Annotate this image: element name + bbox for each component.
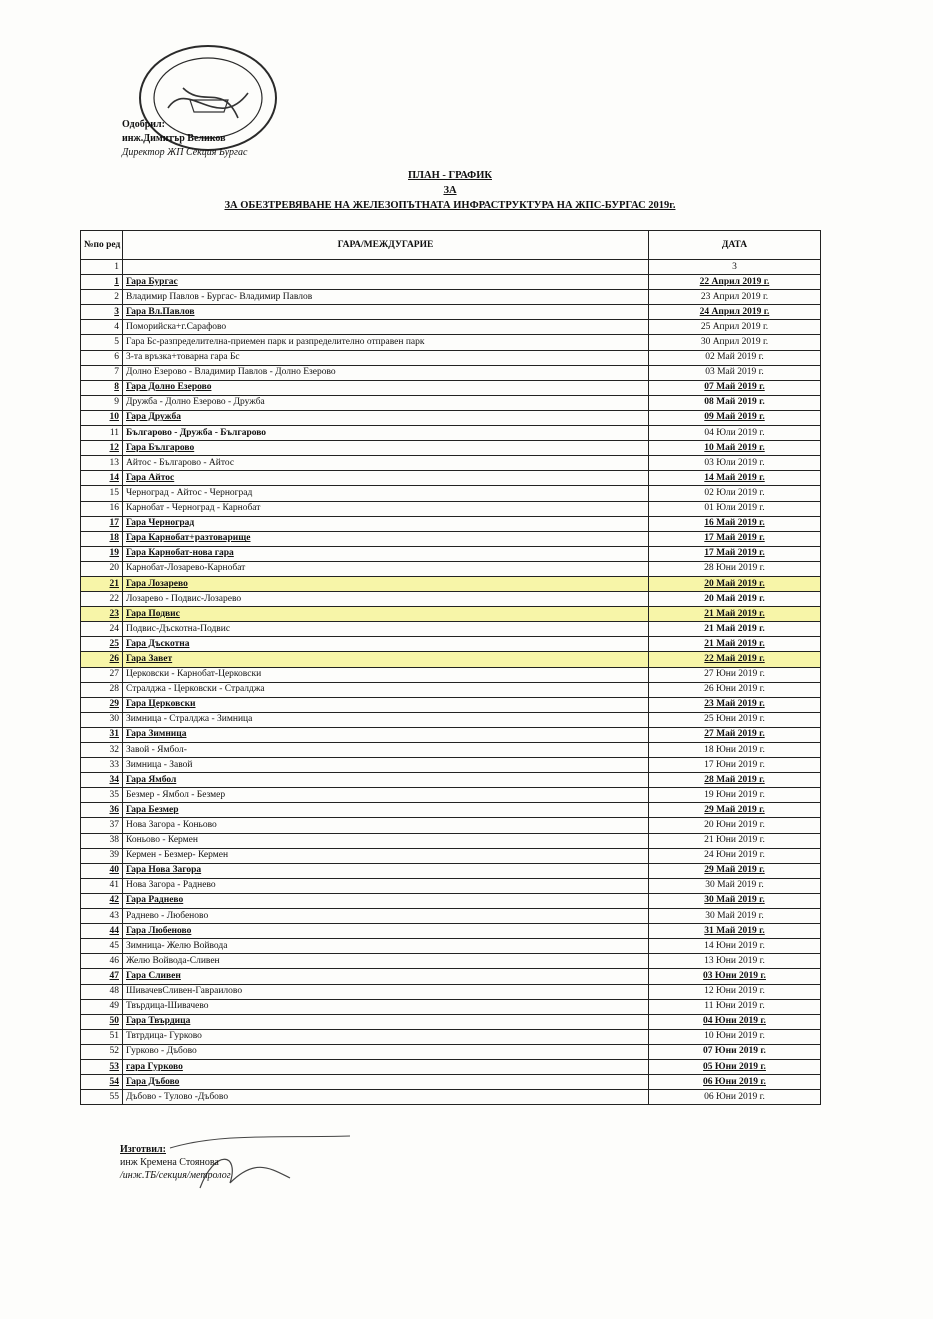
table-row (81, 365, 821, 380)
row-date: 16 Май 2019 г. (649, 516, 821, 531)
table-row (81, 622, 821, 637)
row-number: 47 (81, 969, 123, 984)
row-station: Гара Бургас (123, 275, 649, 290)
row-station: Нова Загора - Раднево (123, 878, 649, 893)
table-row (81, 999, 821, 1014)
row-date: 17 Май 2019 г. (649, 546, 821, 561)
table-row (81, 395, 821, 410)
row-number: 53 (81, 1059, 123, 1074)
row-station: Гара Вл.Павлов (123, 305, 649, 320)
row-number: 11 (81, 426, 123, 441)
row-station: Гара Церковски (123, 697, 649, 712)
row-number: 38 (81, 833, 123, 848)
row-number: 12 (81, 441, 123, 456)
row-date: 24 Юни 2019 г. (649, 848, 821, 863)
approval-name: инж.Димитър Великов (122, 133, 226, 144)
prepared-label: Изготвил: (120, 1144, 166, 1155)
table-row (81, 969, 821, 984)
row-date: 04 Юли 2019 г. (649, 426, 821, 441)
row-date: 02 Юли 2019 г. (649, 486, 821, 501)
row-number: 13 (81, 456, 123, 471)
row-date: 22 Май 2019 г. (649, 652, 821, 667)
row-number: 9 (81, 395, 123, 410)
table-row (81, 592, 821, 607)
row-date: 28 Юни 2019 г. (649, 561, 821, 576)
row-station: Черноград - Айтос - Черноград (123, 486, 649, 501)
row-number: 15 (81, 486, 123, 501)
row-date: 21 Май 2019 г. (649, 637, 821, 652)
row-station: Зимница - Стралджа - Зимница (123, 712, 649, 727)
table-row (81, 1029, 821, 1044)
row-date: 25 Юни 2019 г. (649, 712, 821, 727)
row-date: 28 Май 2019 г. (649, 773, 821, 788)
row-date: 21 Май 2019 г. (649, 607, 821, 622)
table-row (81, 637, 821, 652)
row-station: Гара Ямбол (123, 773, 649, 788)
row-station: Гара Карнобат+разтоварище (123, 531, 649, 546)
row-station: Гара Нова Загора (123, 863, 649, 878)
row-number: 8 (81, 380, 123, 395)
row-date: 29 Май 2019 г. (649, 863, 821, 878)
row-date: 20 Юни 2019 г. (649, 818, 821, 833)
row-number: 20 (81, 561, 123, 576)
row-number: 39 (81, 848, 123, 863)
table-row (81, 773, 821, 788)
row-station: Гара Българово (123, 441, 649, 456)
row-date: 30 Май 2019 г. (649, 878, 821, 893)
table-row (81, 516, 821, 531)
row-station: Лозарево - Подвис-Лозарево (123, 592, 649, 607)
row-number: 46 (81, 954, 123, 969)
row-number: 16 (81, 501, 123, 516)
row-date: 20 Май 2019 г. (649, 592, 821, 607)
row-date: 10 Май 2019 г. (649, 441, 821, 456)
row-number: 2 (81, 290, 123, 305)
table-row (81, 682, 821, 697)
row-number: 21 (81, 576, 123, 591)
table-row (81, 712, 821, 727)
row-date: 03 Май 2019 г. (649, 365, 821, 380)
row-number: 43 (81, 909, 123, 924)
row-number: 27 (81, 667, 123, 682)
row-number: 18 (81, 531, 123, 546)
table-row (81, 833, 821, 848)
row-date: 21 Май 2019 г. (649, 622, 821, 637)
row-station: Владимир Павлов - Бургас- Владимир Павлов (123, 290, 649, 305)
row-date: 21 Юни 2019 г. (649, 833, 821, 848)
row-date: 18 Юни 2019 г. (649, 743, 821, 758)
row-number: 36 (81, 803, 123, 818)
row-number: 52 (81, 1044, 123, 1059)
row-station: Гара Зимница (123, 727, 649, 742)
row-station: Гара Завет (123, 652, 649, 667)
row-number: 10 (81, 410, 123, 425)
row-date: 12 Юни 2019 г. (649, 984, 821, 999)
table-row (81, 546, 821, 561)
table-row (81, 426, 821, 441)
table-row (81, 863, 821, 878)
row-number: 54 (81, 1075, 123, 1090)
table-row (81, 290, 821, 305)
table-row (81, 576, 821, 591)
table-row (81, 697, 821, 712)
row-date: 09 Май 2019 г. (649, 410, 821, 425)
row-number: 41 (81, 878, 123, 893)
row-date: 29 Май 2019 г. (649, 803, 821, 818)
row-date: 11 Юни 2019 г. (649, 999, 821, 1014)
row-number: 42 (81, 893, 123, 908)
row-number: 29 (81, 697, 123, 712)
table-row (81, 441, 821, 456)
table-row (81, 652, 821, 667)
row-station: Нова Загора - Коньово (123, 818, 649, 833)
row-station: Гара Айтос (123, 471, 649, 486)
table-row (81, 486, 821, 501)
approval-position: Директор ЖП Секция Бургас (122, 147, 248, 158)
row-date: 27 Юни 2019 г. (649, 667, 821, 682)
table-row (81, 1090, 821, 1105)
row-station: Гара Раднево (123, 893, 649, 908)
table-row (81, 909, 821, 924)
table-header-row (81, 231, 821, 260)
row-date: 23 Април 2019 г. (649, 290, 821, 305)
schedule-table (80, 230, 821, 1105)
row-station: гара Гурково (123, 1059, 649, 1074)
row-number: 48 (81, 984, 123, 999)
row-date: 26 Юни 2019 г. (649, 682, 821, 697)
row-station: Зимница - Завой (123, 758, 649, 773)
table-row (81, 939, 821, 954)
row-number: 49 (81, 999, 123, 1014)
doc-title-line1: ПЛАН - ГРАФИК (408, 170, 492, 181)
row-date: 22 Април 2019 г. (649, 275, 821, 290)
table-row (81, 893, 821, 908)
row-number: 30 (81, 712, 123, 727)
table-row (81, 561, 821, 576)
row-number: 3 (81, 305, 123, 320)
row-station: Гара Карнобат-нова гара (123, 546, 649, 561)
row-date: 07 Юни 2019 г. (649, 1044, 821, 1059)
row-number: 25 (81, 637, 123, 652)
row-date: 03 Юни 2019 г. (649, 969, 821, 984)
row-number: 44 (81, 924, 123, 939)
row-number: 50 (81, 1014, 123, 1029)
table-row (81, 350, 821, 365)
row-number: 6 (81, 350, 123, 365)
row-date: 19 Юни 2019 г. (649, 788, 821, 803)
index-date: 3 (649, 260, 821, 275)
table-row (81, 667, 821, 682)
header-date: ДАТА (649, 231, 821, 260)
row-station: Българово - Дружба - Българово (123, 426, 649, 441)
row-number: 45 (81, 939, 123, 954)
table-row (81, 456, 821, 471)
table-row (81, 501, 821, 516)
table-row (81, 758, 821, 773)
table-row (81, 727, 821, 742)
row-number: 4 (81, 320, 123, 335)
row-number: 34 (81, 773, 123, 788)
row-date: 10 Юни 2019 г. (649, 1029, 821, 1044)
row-date: 25 Април 2019 г. (649, 320, 821, 335)
row-station: Желю Войвода-Сливен (123, 954, 649, 969)
row-number: 14 (81, 471, 123, 486)
row-number: 35 (81, 788, 123, 803)
row-station: Гара Бс-разпределителна-приемен парк и разпределително отправен парк (123, 335, 649, 350)
row-number: 55 (81, 1090, 123, 1105)
row-date: 02 Май 2019 г. (649, 350, 821, 365)
row-number: 32 (81, 743, 123, 758)
row-station: Завой - Ямбол- (123, 743, 649, 758)
row-number: 22 (81, 592, 123, 607)
table-row (81, 607, 821, 622)
row-station: Гара Сливен (123, 969, 649, 984)
row-date: 27 Май 2019 г. (649, 727, 821, 742)
row-station: Кермен - Безмер- Кермен (123, 848, 649, 863)
row-station: Долно Езерово - Владимир Павлов - Долно Езерово (123, 365, 649, 380)
row-station: Гара Дружба (123, 410, 649, 425)
row-date: 17 Май 2019 г. (649, 531, 821, 546)
row-station: Дъбово - Тулово -Дъбово (123, 1090, 649, 1105)
doc-title-line3: ЗА ОБЕЗТРЕВЯВАНЕ НА ЖЕЛЕЗОПЪТНАТА ИНФРАСТРУКТУРА НА ЖПС-БУРГАС 2019г. (224, 200, 676, 211)
row-number: 28 (81, 682, 123, 697)
row-station: Дружба - Долно Езерово - Дружба (123, 395, 649, 410)
table-row (81, 1075, 821, 1090)
table-row (81, 380, 821, 395)
table-row (81, 1044, 821, 1059)
row-number: 51 (81, 1029, 123, 1044)
table-row (81, 818, 821, 833)
row-number: 40 (81, 863, 123, 878)
row-number: 5 (81, 335, 123, 350)
row-station: Гара Подвис (123, 607, 649, 622)
header-station: ГАРА/МЕЖДУГАРИЕ (123, 231, 649, 260)
row-number: 26 (81, 652, 123, 667)
table-row (81, 320, 821, 335)
row-station: Поморийска+г.Сарафово (123, 320, 649, 335)
row-station: Безмер - Ямбол - Безмер (123, 788, 649, 803)
row-station: Стралджа - Церковски - Стралджа (123, 682, 649, 697)
row-number: 19 (81, 546, 123, 561)
prepared-name: инж Кремена Стоянова (120, 1157, 219, 1168)
row-number: 1 (81, 275, 123, 290)
row-date: 01 Юли 2019 г. (649, 501, 821, 516)
table-row (81, 954, 821, 969)
row-station: Гара Лозарево (123, 576, 649, 591)
row-date: 05 Юни 2019 г. (649, 1059, 821, 1074)
row-date: 03 Юли 2019 г. (649, 456, 821, 471)
row-date: 06 Юни 2019 г. (649, 1090, 821, 1105)
row-number: 7 (81, 365, 123, 380)
row-date: 06 Юни 2019 г. (649, 1075, 821, 1090)
row-number: 24 (81, 622, 123, 637)
row-date: 04 Юни 2019 г. (649, 1014, 821, 1029)
table-row (81, 984, 821, 999)
row-station: Гара Черноград (123, 516, 649, 531)
table-row (81, 803, 821, 818)
row-date: 08 Май 2019 г. (649, 395, 821, 410)
header-num: №по ред (81, 231, 123, 260)
table-row (81, 410, 821, 425)
table-row (81, 1059, 821, 1074)
row-number: 37 (81, 818, 123, 833)
row-station: Коньово - Кермен (123, 833, 649, 848)
index-row (81, 260, 821, 275)
index-station (123, 260, 649, 275)
table-row (81, 878, 821, 893)
table-row (81, 743, 821, 758)
row-station: Гара Дъбово (123, 1075, 649, 1090)
row-date: 17 Юни 2019 г. (649, 758, 821, 773)
row-station: Церковски - Карнобат-Церковски (123, 667, 649, 682)
row-date: 30 Май 2019 г. (649, 909, 821, 924)
prepared-position: /инж.ТБ/секция/метролог (120, 1170, 231, 1181)
row-station: Раднево - Любеново (123, 909, 649, 924)
row-number: 33 (81, 758, 123, 773)
row-station: Твърдица-Шивачево (123, 999, 649, 1014)
row-station: Гара Безмер (123, 803, 649, 818)
index-num: 1 (81, 260, 123, 275)
row-station: Гурково - Дъбово (123, 1044, 649, 1059)
row-date: 13 Юни 2019 г. (649, 954, 821, 969)
table-row (81, 1014, 821, 1029)
row-date: 31 Май 2019 г. (649, 924, 821, 939)
row-station: Гара Любеново (123, 924, 649, 939)
table-row (81, 275, 821, 290)
row-station: Гара Твърдица (123, 1014, 649, 1029)
row-station: Зимница- Желю Войвода (123, 939, 649, 954)
row-date: 14 Юни 2019 г. (649, 939, 821, 954)
row-station: Гара Долно Езерово (123, 380, 649, 395)
row-number: 17 (81, 516, 123, 531)
row-number: 31 (81, 727, 123, 742)
table-row (81, 924, 821, 939)
table-row (81, 788, 821, 803)
row-station: Подвис-Дъскотна-Подвис (123, 622, 649, 637)
row-station: Карнобат - Черноград - Карнобат (123, 501, 649, 516)
row-date: 20 Май 2019 г. (649, 576, 821, 591)
row-date: 14 Май 2019 г. (649, 471, 821, 486)
table-row (81, 848, 821, 863)
row-date: 23 Май 2019 г. (649, 697, 821, 712)
table-row (81, 335, 821, 350)
row-date: 30 Април 2019 г. (649, 335, 821, 350)
row-station: Твтрдица- Гурково (123, 1029, 649, 1044)
row-station: Айтос - Българово - Айтос (123, 456, 649, 471)
doc-title-line2: ЗА (443, 185, 457, 196)
approval-label: Одобрил: (122, 119, 165, 130)
row-date: 24 Април 2019 г. (649, 305, 821, 320)
table-row (81, 471, 821, 486)
row-station: 3-та връзка+товарна гара Бс (123, 350, 649, 365)
row-date: 30 Май 2019 г. (649, 893, 821, 908)
row-station: Гара Дъскотна (123, 637, 649, 652)
table-row (81, 531, 821, 546)
row-date: 07 Май 2019 г. (649, 380, 821, 395)
row-station: ШивачевСливен-Гавраилово (123, 984, 649, 999)
table-row (81, 305, 821, 320)
prepared-block (120, 1143, 231, 1182)
row-number: 23 (81, 607, 123, 622)
approval-block (122, 118, 247, 160)
row-station: Карнобат-Лозарево-Карнобат (123, 561, 649, 576)
